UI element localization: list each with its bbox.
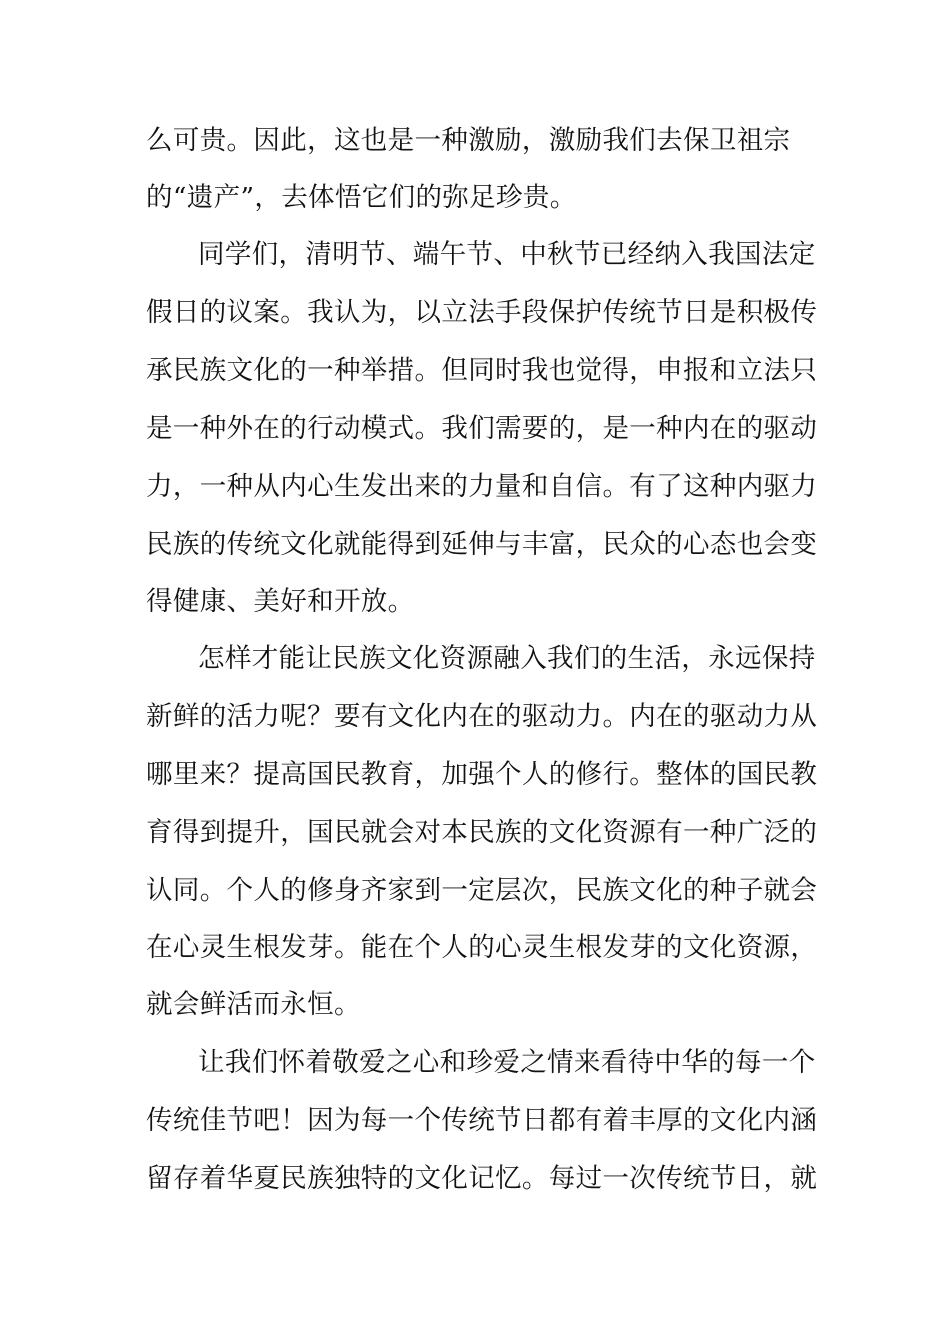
paragraph-first-line: 怎样才能让民族文化资源融入我们的生活，永远保持 [198, 643, 816, 674]
text-line: 假日的议案。我认为，以立法手段保护传统节日是积极传 [146, 297, 818, 328]
text-line: 传统佳节吧！因为每一个传统节日都有着丰厚的文化内涵 [146, 1105, 818, 1136]
text-line: 新鲜的活力呢？要有文化内在的驱动力。内在的驱动力从 [146, 701, 818, 732]
text-line: 的“遗产”，去体悟它们的弥足珍贵。 [146, 182, 577, 213]
text-line: 在心灵生根发芽。能在个人的心灵生根发芽的文化资源， [146, 932, 818, 963]
text-line: 认同。个人的修身齐家到一定层次，民族文化的种子就会 [146, 875, 818, 906]
text-line: 育得到提升，国民就会对本民族的文化资源有一种广泛的 [146, 817, 818, 848]
text-line: 是一种外在的行动模式。我们需要的，是一种内在的驱动 [146, 413, 818, 444]
text-line: 得健康、美好和开放。 [146, 586, 415, 617]
text-line: 力，一种从内心生发出来的力量和自信。有了这种内驱力 [146, 471, 818, 502]
text-line: 承民族文化的一种举措。但同时我也觉得，申报和立法只 [146, 355, 818, 386]
paragraph-first-line: 让我们怀着敬爱之心和珍爱之情来看待中华的每一个 [198, 1047, 816, 1078]
text-line: 民族的传统文化就能得到延伸与丰富，民众的心态也会变 [146, 529, 818, 560]
paragraph-first-line: 同学们，清明节、端午节、中秋节已经纳入我国法定 [198, 239, 816, 270]
text-line: 就会鲜活而永恒。 [146, 989, 361, 1020]
text-line: 么可贵。因此，这也是一种激励，激励我们去保卫祖宗 [146, 125, 791, 156]
text-line: 留存着华夏民族独特的文化记忆。每过一次传统节日，就 [146, 1163, 818, 1194]
text-line: 哪里来？提高国民教育，加强个人的修行。整体的国民教 [146, 759, 818, 790]
